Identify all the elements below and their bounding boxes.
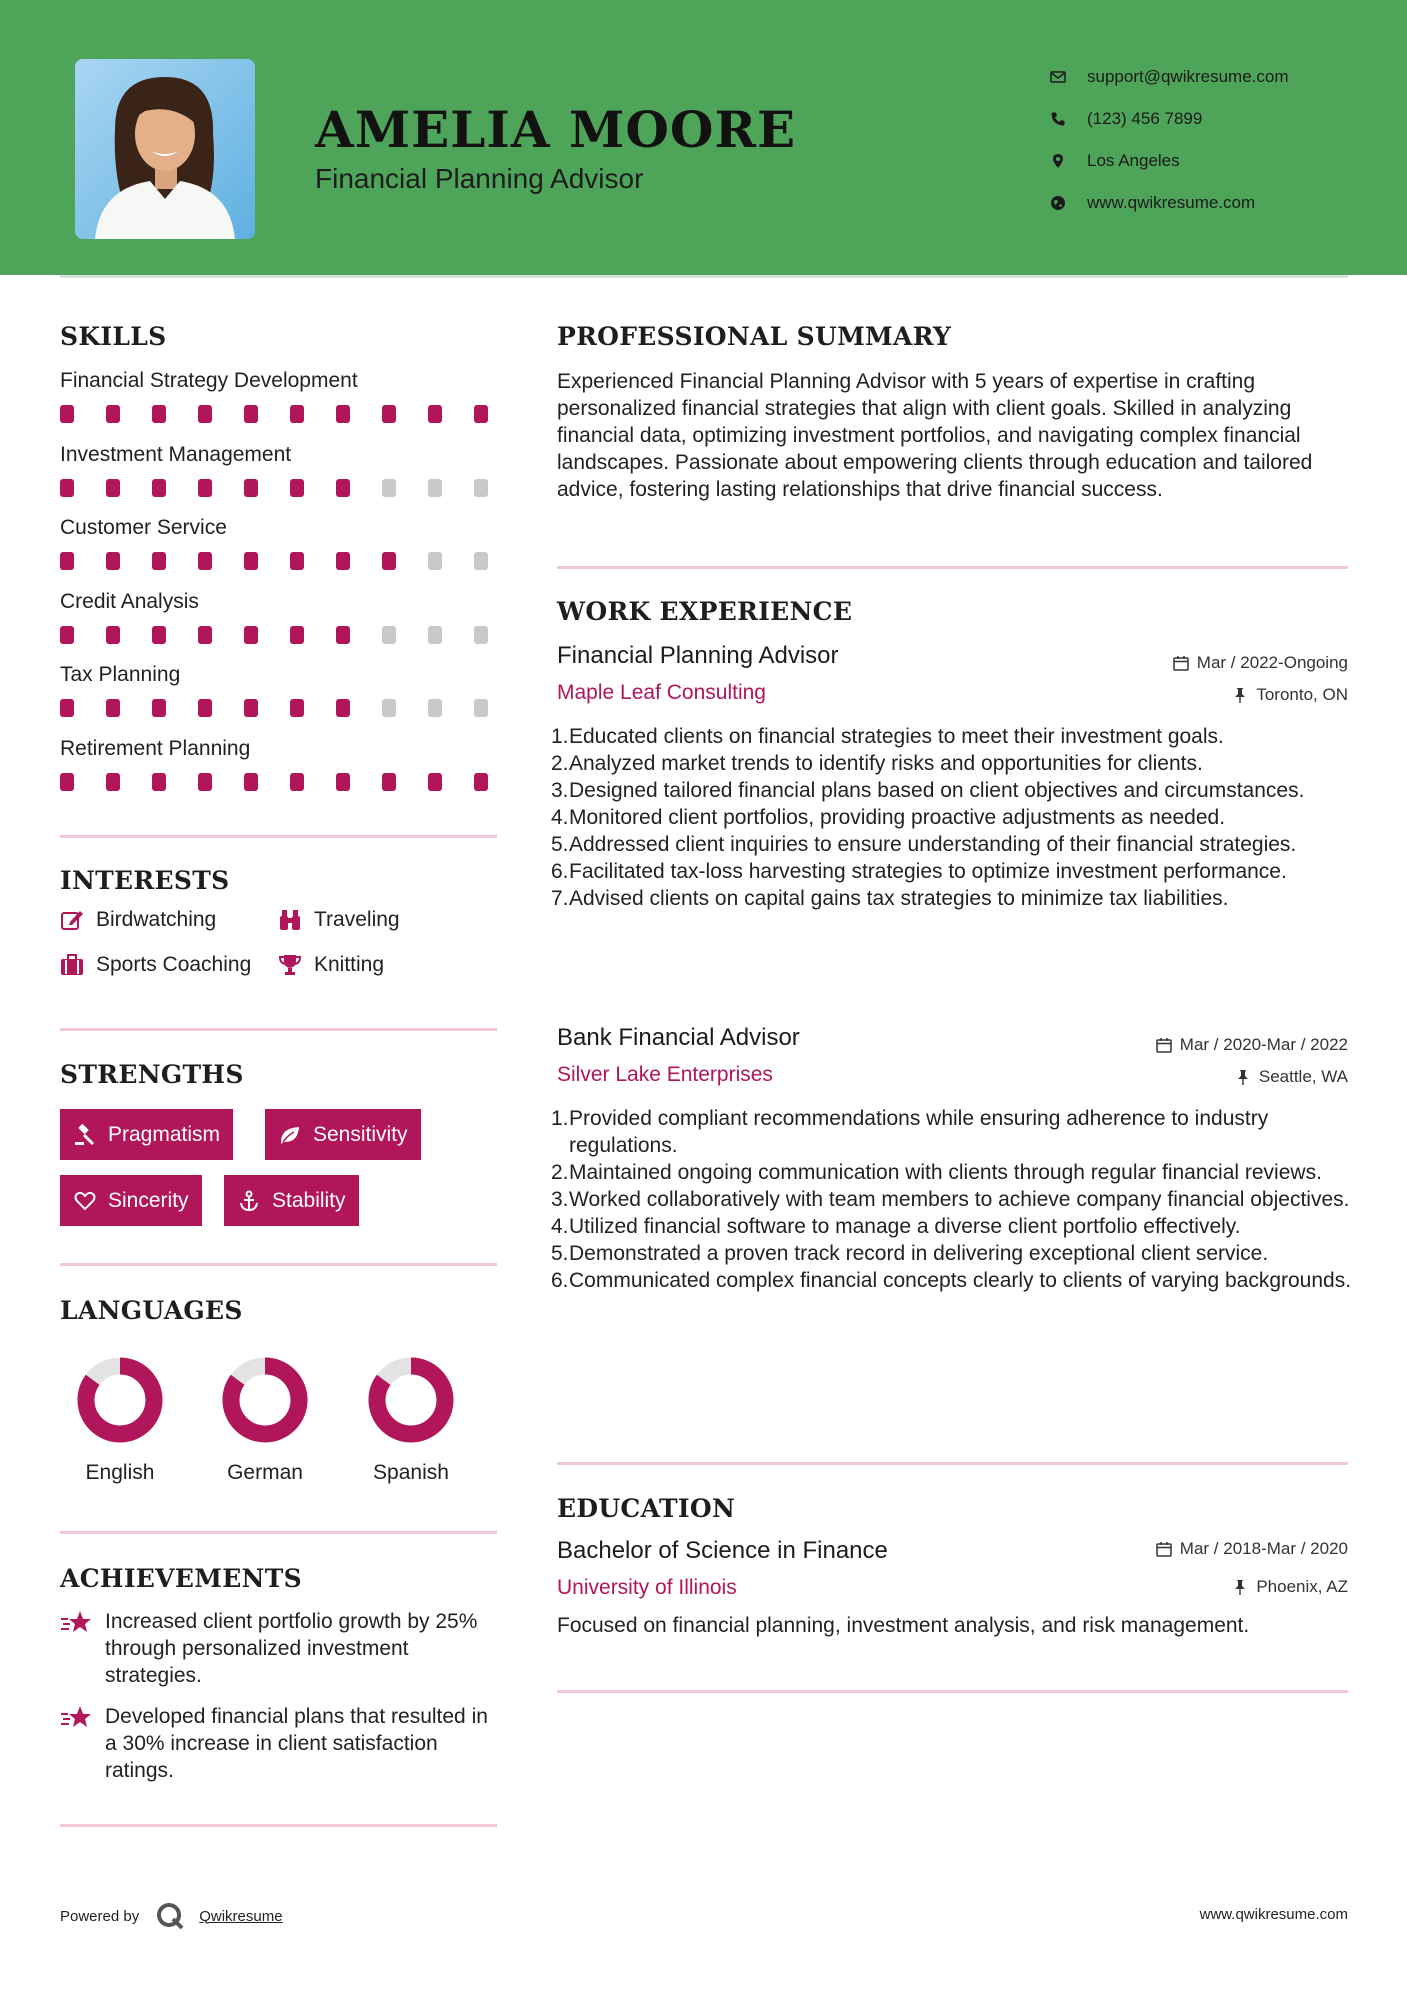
- skill-rating-dot: [198, 626, 212, 644]
- interest-item: Knitting: [278, 953, 384, 977]
- skill-rating-dot: [198, 699, 212, 717]
- pin-icon: [1232, 1579, 1248, 1595]
- job-bullet: [551, 885, 1357, 912]
- skill-rating-dot: [290, 699, 304, 717]
- job-bullet: [551, 723, 1357, 750]
- bullet-text: Worked collaboratively with team members to achieve company financial objectives.: [569, 1188, 1350, 1211]
- edit-icon: [60, 908, 84, 932]
- languages-divider: [60, 1531, 497, 1534]
- skill-rating-dot: [428, 699, 442, 717]
- skill-rating-dot: [290, 552, 304, 570]
- bullet-number: 2.: [551, 752, 569, 775]
- language-level-gauge: [77, 1357, 163, 1443]
- education-title: EDUCATION: [557, 1494, 736, 1523]
- contact-website-text: www.qwikresume.com: [1087, 193, 1256, 212]
- degree-title: Bachelor of Science in Finance: [557, 1537, 888, 1564]
- interest-item: Traveling: [278, 908, 400, 932]
- job-title: Bank Financial Advisor: [557, 1024, 800, 1051]
- skill-rating-dot: [382, 626, 396, 644]
- skills-title: SKILLS: [60, 322, 167, 351]
- strength-tag: Sensitivity: [265, 1109, 421, 1160]
- contact-email-text: support@qwikresume.com: [1087, 67, 1289, 86]
- skill-rating-dot: [474, 405, 488, 423]
- pin-icon: [1232, 687, 1248, 703]
- interest-item: Birdwatching: [60, 908, 216, 932]
- job-title: Financial Planning Advisor: [557, 642, 839, 669]
- globe-icon: [1050, 193, 1087, 213]
- skill-rating-dot: [382, 552, 396, 570]
- skill-rating-dot: [382, 773, 396, 791]
- skill-rating: [60, 626, 488, 644]
- bullet-number: 1.: [551, 1107, 569, 1130]
- skill-rating-dot: [290, 773, 304, 791]
- skill-rating-dot: [152, 773, 166, 791]
- bullet-text: Designed tailored financial plans based on client objectives and circumstances.: [569, 779, 1305, 802]
- job-bullet: [551, 804, 1357, 831]
- job-bullet: [551, 831, 1357, 858]
- skill-rating-dot: [336, 479, 350, 497]
- skill-rating-dot: [152, 405, 166, 423]
- education-description: Focused on financial planning, investment analysis, and risk management.: [557, 1614, 1250, 1637]
- envelope-icon: [1050, 67, 1087, 87]
- heart-icon: [74, 1190, 96, 1212]
- strength-tag: Sincerity: [60, 1175, 202, 1226]
- bullet-text: Utilized financial software to manage a diverse client portfolio effectively.: [569, 1215, 1241, 1238]
- bullet-text: Addressed client inquiries to ensure understanding of their financial strategies.: [569, 833, 1297, 856]
- skill-rating: [60, 479, 488, 497]
- bullet-number: 1.: [551, 725, 569, 748]
- experience-divider: [557, 1462, 1348, 1465]
- skill-rating-dot: [60, 699, 74, 717]
- skill-rating-dot: [106, 699, 120, 717]
- strength-tag: Pragmatism: [60, 1109, 233, 1160]
- experience-title: WORK EXPERIENCE: [557, 597, 853, 626]
- skill-rating-dot: [60, 626, 74, 644]
- calendar-icon: [1173, 655, 1189, 671]
- contact-phone-text: (123) 456 7899: [1087, 109, 1203, 128]
- footer-powered-by: Powered by Qwikresume: [60, 1901, 283, 1931]
- skill-name: Financial Strategy Development: [60, 369, 358, 392]
- skill-rating-dot: [474, 626, 488, 644]
- skill-rating-dot: [428, 405, 442, 423]
- languages-title: LANGUAGES: [60, 1296, 243, 1325]
- skill-rating-dot: [290, 479, 304, 497]
- skill-rating-dot: [290, 626, 304, 644]
- contact-location: [1050, 140, 1289, 182]
- skill-rating-dot: [290, 405, 304, 423]
- skill-rating-dot: [244, 405, 258, 423]
- language-name: Spanish: [373, 1461, 449, 1484]
- skill-rating-dot: [106, 405, 120, 423]
- job-bullets: [551, 1105, 1357, 1294]
- job-dates: Mar / 2022-Ongoing: [1173, 653, 1348, 673]
- summary-text: Experienced Financial Planning Advisor with 5 years of expertise in crafting personalized financial strategies that align with client goals. Skilled in analyzing financial data, optimizing investment portfolios, and navigating complex financial landscapes. Passionate about empowering clients through education and tailored advice, fostering lasting relationships that drive financial success.: [557, 370, 1313, 501]
- calendar-icon: [1156, 1541, 1172, 1557]
- job-bullet: [551, 750, 1357, 777]
- skill-rating-dot: [60, 405, 74, 423]
- bullet-number: 2.: [551, 1161, 569, 1184]
- education-divider: [557, 1690, 1348, 1693]
- job-location: Seattle, WA: [1235, 1067, 1348, 1087]
- skill-rating-dot: [198, 552, 212, 570]
- skill-rating-dot: [336, 699, 350, 717]
- job-bullet: [551, 1186, 1357, 1213]
- bullet-number: 5.: [551, 833, 569, 856]
- summary-title: PROFESSIONAL SUMMARY: [557, 322, 952, 351]
- bullet-text: Maintained ongoing communication with clients through regular financial reviews.: [569, 1161, 1322, 1184]
- star-icon: [60, 1705, 92, 1731]
- bullet-number: 4.: [551, 1215, 569, 1238]
- skill-rating-dot: [244, 479, 258, 497]
- job-dates: Mar / 2020-Mar / 2022: [1156, 1035, 1348, 1055]
- education-location: Phoenix, AZ: [1232, 1577, 1348, 1597]
- gavel-icon: [74, 1124, 96, 1146]
- skill-rating-dot: [152, 479, 166, 497]
- skills-divider: [60, 835, 497, 838]
- bullet-number: 6.: [551, 1269, 569, 1292]
- strengths-title: STRENGTHS: [60, 1060, 244, 1089]
- skill-rating-dot: [106, 626, 120, 644]
- skill-rating-dot: [106, 552, 120, 570]
- skill-rating-dot: [60, 552, 74, 570]
- skill-rating-dot: [152, 552, 166, 570]
- skill-rating-dot: [474, 699, 488, 717]
- job-bullet: [551, 858, 1357, 885]
- map-marker-icon: [1050, 151, 1087, 171]
- skill-rating-dot: [428, 479, 442, 497]
- job-bullet: [551, 777, 1357, 804]
- header-divider: [60, 275, 1348, 278]
- skill-name: Tax Planning: [60, 663, 181, 686]
- job-bullet: [551, 1159, 1357, 1186]
- language-level-gauge: [368, 1357, 454, 1443]
- candidate-role: Financial Planning Advisor: [315, 163, 644, 194]
- profile-photo: [75, 59, 255, 239]
- skill-rating-dot: [474, 773, 488, 791]
- interests-title: INTERESTS: [60, 866, 230, 895]
- job-bullets: [551, 723, 1357, 912]
- job-location: Toronto, ON: [1232, 685, 1348, 705]
- strength-tag: Stability: [224, 1175, 359, 1226]
- job-bullet: [551, 1267, 1357, 1294]
- language-name: English: [85, 1461, 155, 1484]
- job-bullet: [551, 1213, 1357, 1240]
- skill-name: Credit Analysis: [60, 589, 199, 613]
- contact-website[interactable]: [1050, 182, 1289, 224]
- achievements-title: ACHIEVEMENTS: [60, 1564, 302, 1593]
- skill-name: Customer Service: [60, 516, 227, 539]
- language-level-gauge: [222, 1357, 308, 1443]
- binoculars-icon: [278, 908, 302, 932]
- skill-rating-dot: [474, 479, 488, 497]
- phone-icon: [1050, 109, 1087, 129]
- skill-rating-dot: [198, 479, 212, 497]
- skill-rating-dot: [198, 405, 212, 423]
- skill-rating-dot: [428, 552, 442, 570]
- education-dates: Mar / 2018-Mar / 2020: [1156, 1539, 1348, 1559]
- pin-icon: [1235, 1069, 1251, 1085]
- skill-rating-dot: [336, 405, 350, 423]
- skill-rating: [60, 699, 488, 717]
- strengths-divider: [60, 1263, 497, 1266]
- bullet-text: Facilitated tax-loss harvesting strategies to optimize investment performance.: [569, 860, 1287, 883]
- trophy-icon: [278, 953, 302, 977]
- bullet-text: Provided compliant recommendations while ensuring adherence to industry regulations.: [569, 1107, 1269, 1157]
- leaf-icon: [279, 1124, 301, 1146]
- contact-phone[interactable]: [1050, 98, 1289, 140]
- skill-rating: [60, 405, 488, 423]
- achievement-item: Increased client portfolio growth by 25% through personalized investment strategies.: [60, 1608, 500, 1689]
- bullet-text: Analyzed market trends to identify risks and opportunities for clients.: [569, 752, 1203, 775]
- resume-header: [0, 0, 1407, 275]
- contact-list: [1050, 56, 1289, 224]
- job-bullet: [551, 1105, 1357, 1159]
- contact-location-text: Los Angeles: [1087, 151, 1180, 170]
- interests-divider: [60, 1028, 497, 1031]
- bullet-number: 4.: [551, 806, 569, 829]
- skill-rating-dot: [336, 552, 350, 570]
- bullet-number: 5.: [551, 1242, 569, 1265]
- language-item: [70, 1357, 170, 1485]
- achievement-item: Developed financial plans that resulted in a 30% increase in client satisfaction ratings.: [60, 1703, 500, 1784]
- candidate-name: AMELIA MOORE: [315, 100, 797, 159]
- bullet-text: Monitored client portfolios, providing proactive adjustments as needed.: [569, 806, 1226, 829]
- bullet-number: 6.: [551, 860, 569, 883]
- company-name: Maple Leaf Consulting: [557, 681, 766, 704]
- skill-rating-dot: [60, 479, 74, 497]
- skill-rating-dot: [198, 773, 212, 791]
- bullet-number: 3.: [551, 779, 569, 802]
- qwikresume-link[interactable]: Qwikresume: [199, 1907, 283, 1925]
- skill-rating-dot: [60, 773, 74, 791]
- bullet-text: Advised clients on capital gains tax strategies to minimize tax liabilities.: [569, 887, 1229, 910]
- school-name: University of Illinois: [557, 1576, 737, 1599]
- skill-rating-dot: [382, 479, 396, 497]
- skill-rating-dot: [428, 773, 442, 791]
- contact-email[interactable]: [1050, 56, 1289, 98]
- skill-rating-dot: [152, 699, 166, 717]
- skill-rating-dot: [382, 699, 396, 717]
- briefcase-icon: [60, 953, 84, 977]
- footer-website[interactable]: www.qwikresume.com: [1199, 1906, 1348, 1923]
- skill-rating-dot: [382, 405, 396, 423]
- summary-divider: [557, 566, 1348, 569]
- skill-rating-dot: [244, 699, 258, 717]
- skill-rating-dot: [474, 552, 488, 570]
- skill-rating-dot: [428, 626, 442, 644]
- bullet-number: 3.: [551, 1188, 569, 1211]
- skill-rating-dot: [244, 773, 258, 791]
- skill-rating-dot: [244, 626, 258, 644]
- skill-name: Investment Management: [60, 442, 292, 466]
- bullet-text: Educated clients on financial strategies to meet their investment goals.: [569, 725, 1224, 748]
- skill-rating-dot: [336, 773, 350, 791]
- language-item: [361, 1357, 461, 1485]
- skill-rating-dot: [106, 773, 120, 791]
- qwikresume-logo-icon: [155, 1901, 185, 1931]
- job-bullet: [551, 1240, 1357, 1267]
- skill-rating: [60, 773, 488, 791]
- bullet-text: Communicated complex financial concepts clearly to clients of varying backgrounds.: [569, 1269, 1352, 1292]
- skill-rating: [60, 552, 488, 570]
- skill-rating-dot: [152, 626, 166, 644]
- achievements-divider: [60, 1824, 497, 1827]
- bullet-number: 7.: [551, 887, 569, 910]
- anchor-icon: [238, 1190, 260, 1212]
- star-icon: [60, 1610, 92, 1636]
- skill-rating-dot: [336, 626, 350, 644]
- skill-rating-dot: [244, 552, 258, 570]
- language-name: German: [227, 1461, 303, 1484]
- calendar-icon: [1156, 1037, 1172, 1053]
- skill-name: Retirement Planning: [60, 736, 251, 760]
- skill-rating-dot: [106, 479, 120, 497]
- company-name: Silver Lake Enterprises: [557, 1063, 773, 1086]
- language-item: [215, 1357, 315, 1485]
- interest-item: Sports Coaching: [60, 953, 251, 977]
- bullet-text: Demonstrated a proven track record in delivering exceptional client service.: [569, 1242, 1269, 1265]
